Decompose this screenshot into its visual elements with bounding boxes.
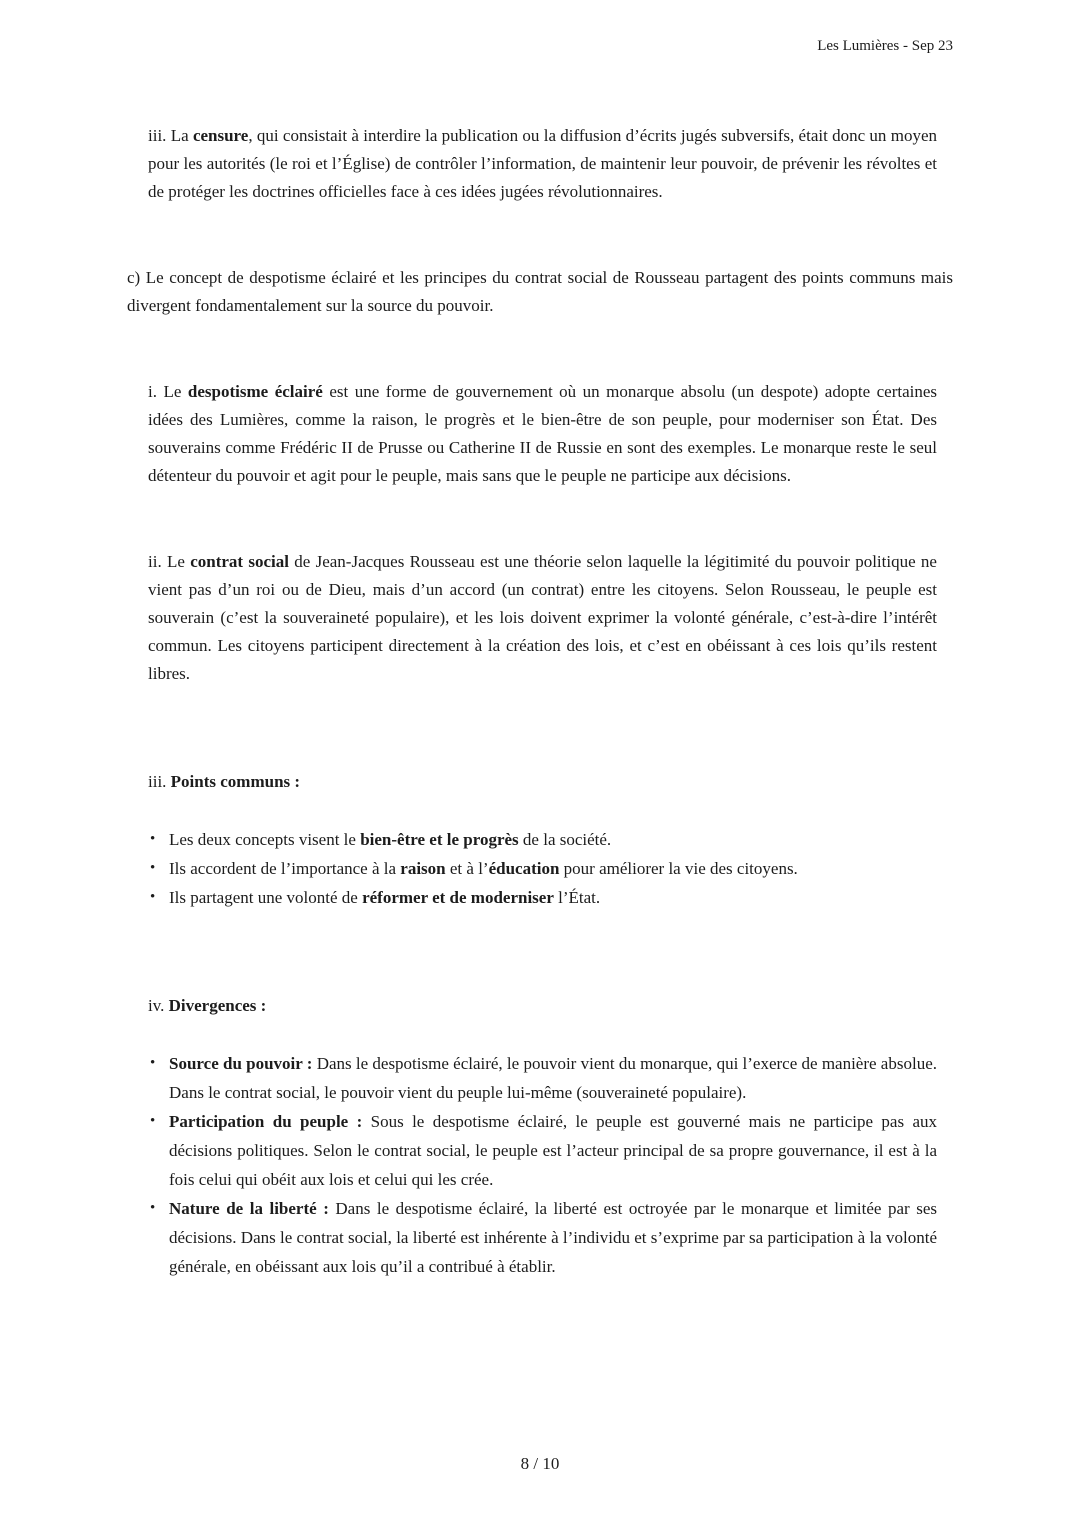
bullet-marker-icon: • xyxy=(150,1055,156,1071)
bold-text-run: éducation xyxy=(488,859,560,878)
bold-text-run: Participation du peuple : xyxy=(169,1112,363,1131)
bullet-item xyxy=(148,1049,937,1107)
paragraph xyxy=(148,378,937,490)
page-number: 8 / 10 xyxy=(520,1454,560,1473)
text-run: c) Le concept de despotisme éclairé et les principes du contrat social de Rousseau partagent des points communs mais divergent fondamentalement sur la source du pouvoir. xyxy=(127,268,953,315)
bold-text-run: Divergences : xyxy=(168,996,267,1015)
paragraph xyxy=(148,548,937,688)
header-title: Les Lumières - Sep 23 xyxy=(817,38,953,54)
text-run: pour améliorer la vie des citoyens. xyxy=(559,859,798,878)
bold-text-run: Source du pouvoir : xyxy=(169,1054,313,1073)
text-run: Dans le despotisme éclairé, le pouvoir vient du monarque, qui l’exerce de manière absolue. Dans le contrat social, le pouvoir vient du peuple lui-même (souveraineté populaire). xyxy=(169,1054,937,1102)
bullet-item xyxy=(148,1194,937,1281)
bullet-list xyxy=(148,825,937,912)
bullet-marker-icon: • xyxy=(150,1200,156,1216)
bold-text-run: censure xyxy=(192,126,249,145)
section-heading xyxy=(148,768,937,796)
text-run: iii. La xyxy=(148,126,193,145)
bullet-text xyxy=(169,1054,937,1102)
bullet-text xyxy=(169,1199,937,1276)
bold-text-run: Points communs : xyxy=(170,772,301,791)
bullet-item xyxy=(148,825,937,854)
text-run: de la société. xyxy=(518,830,612,849)
text-run: Dans le despotisme éclairé, la liberté est octroyée par le monarque et limitée par ses décisions. Dans le contrat social, la liberté est inhérente à l’individu et s’exprime par sa participation à la volonté générale, en obéissant aux lois qu’il a contribué à établir. xyxy=(169,1199,937,1276)
section-heading xyxy=(148,992,937,1020)
bold-text-run: despotisme éclairé xyxy=(187,382,323,401)
bullet-item xyxy=(148,1107,937,1194)
text-run: iii. xyxy=(148,772,171,791)
text-run: Ils partagent une volonté de xyxy=(169,888,363,907)
bullet-marker-icon: • xyxy=(150,889,156,905)
bullet-text xyxy=(169,830,611,849)
text-run: Sous le despotisme éclairé, le peuple est gouverné mais ne participe pas aux décisions politiques. Selon le contrat social, le peuple est l’acteur principal de sa propre gouvernance, il est à la fois celui qui obéit aux lois et celui qui les crée. xyxy=(169,1112,938,1189)
bullet-text xyxy=(169,1112,937,1189)
bullet-marker-icon: • xyxy=(150,1113,156,1129)
bold-text-run: Nature de la liberté : xyxy=(169,1199,329,1218)
text-run: Ils accordent de l’importance à la xyxy=(169,859,401,878)
text-run: iv. xyxy=(148,996,169,1015)
text-run: i. Le xyxy=(148,382,188,401)
bullet-item xyxy=(148,854,937,883)
bullet-marker-icon: • xyxy=(150,831,156,847)
page-footer xyxy=(0,1452,1080,1476)
text-run: ii. Le xyxy=(148,552,191,571)
paragraph xyxy=(148,122,937,206)
text-run: est une forme de gouvernement où un monarque absolu (un despote) adopte certaines idées des Lumières, comme la raison, le progrès et le bien-être de son peuple, pour moderniser son État. Des souverains comme Frédéric II de Prusse ou Catherine II de Russie en sont des exemples. Le monarque reste le seul détenteur du pouvoir et agit pour le peuple, mais sans que le peuple ne participe aux décisions. xyxy=(148,382,938,485)
bold-text-run: bien-être et le progrès xyxy=(360,830,519,849)
page-header xyxy=(127,36,953,56)
text-run: de Jean-Jacques Rousseau est une théorie selon laquelle la légitimité du pouvoir politique ne vient pas d’un roi ou de Dieu, mais d’un accord (un contrat) entre les citoyens. Selon Rousseau, le peuple est souverain (c’est la souveraineté populaire), et les lois doivent exprimer la volonté générale, c’est-à-dire l’intérêt commun. Les citoyens participent directement à la création des lois, et c’est en obéissant à ces lois qu’ils restent libres. xyxy=(148,552,937,683)
document-body xyxy=(127,122,953,1281)
bold-text-run: raison xyxy=(400,859,446,878)
bullet-item xyxy=(148,883,937,912)
text-run: , qui consistait à interdire la publication ou la diffusion d’écrits jugés subversifs, était donc un moyen pour les autorités (le roi et l’Église) de contrôler l’information, de maintenir leur pouvoir, de prévenir les révoltes et de protéger les doctrines officielles face à ces idées jugées révolutionnaires. xyxy=(148,126,937,201)
text-run: l’État. xyxy=(553,888,601,907)
bullet-text xyxy=(169,888,600,907)
bold-text-run: contrat social xyxy=(190,552,289,571)
bullet-list xyxy=(148,1049,937,1281)
text-run: et à l’ xyxy=(445,859,489,878)
bold-text-run: réformer et de moderniser xyxy=(362,888,554,907)
paragraph xyxy=(127,264,953,320)
bullet-marker-icon: • xyxy=(150,860,156,876)
bullet-text xyxy=(169,859,798,878)
text-run: Les deux concepts visent le xyxy=(169,830,361,849)
